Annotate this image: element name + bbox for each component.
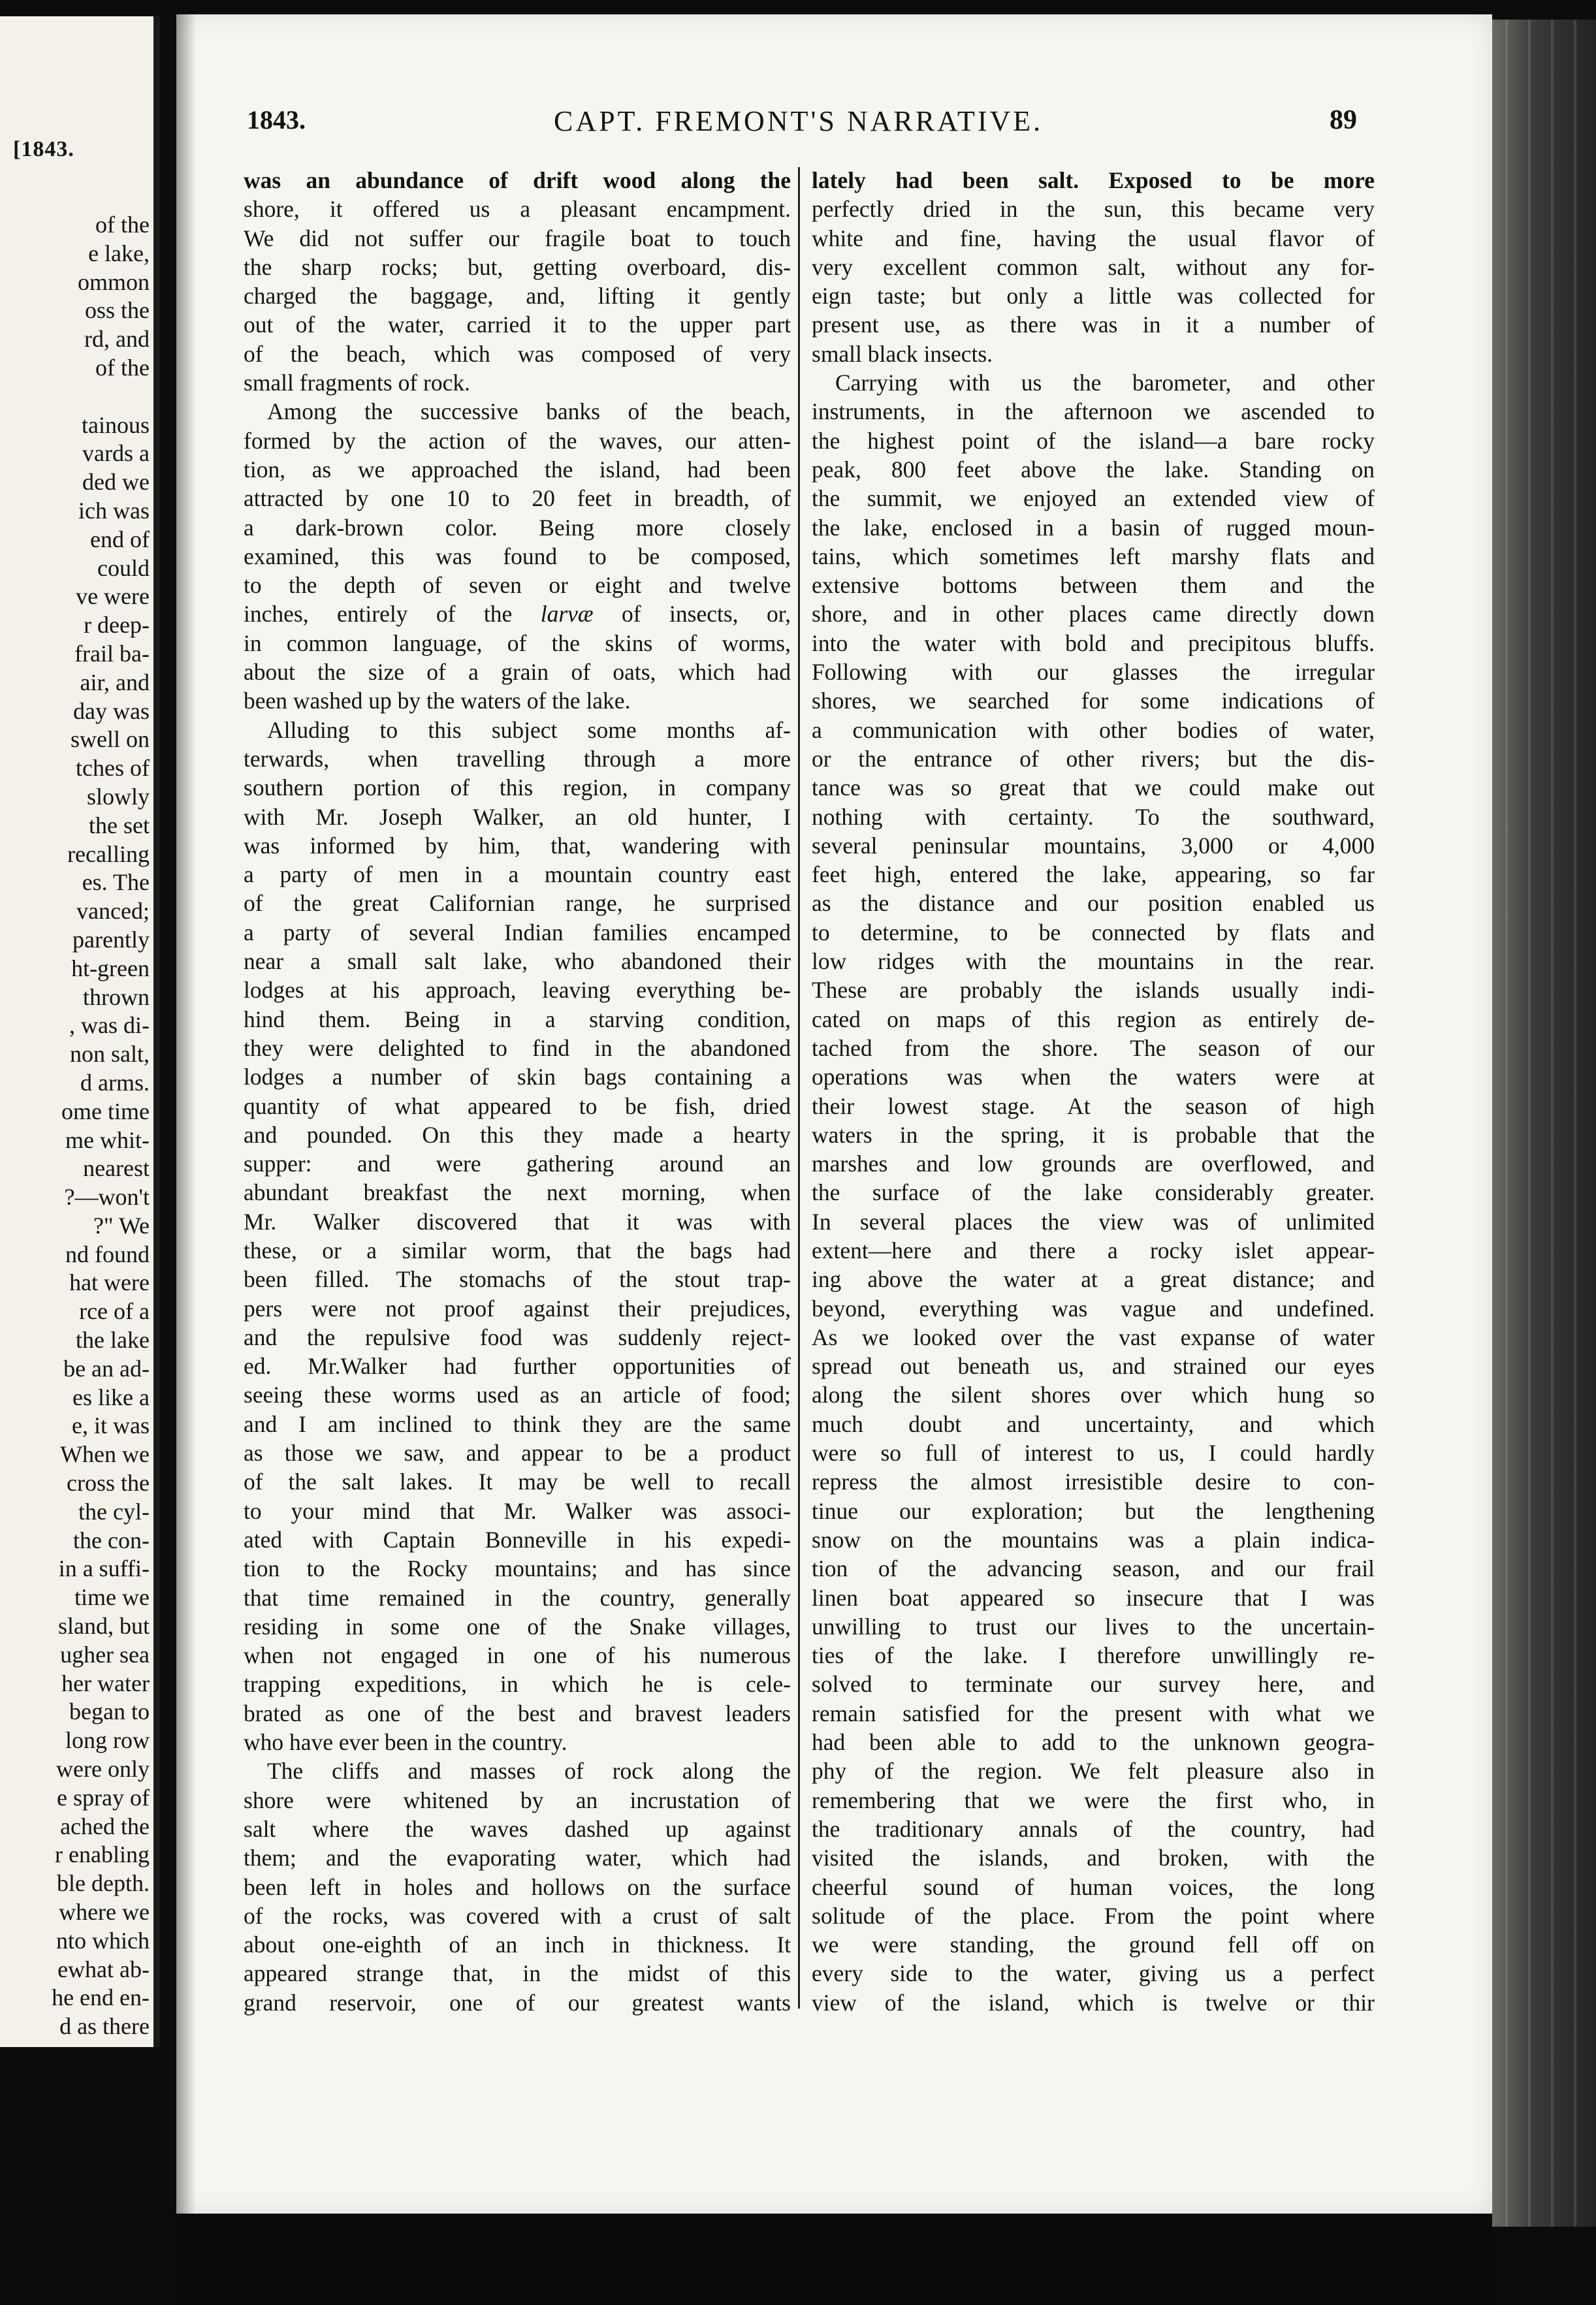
facing-page-line: ve were (76, 583, 150, 610)
facing-page-line: rce of a (79, 1298, 150, 1325)
page-edge (1492, 20, 1596, 2227)
facing-page-line: , was di- (69, 1012, 150, 1039)
facing-page-line: ome time (61, 1098, 150, 1124)
text-line: the lake, enclosed in a basin of rugged moun- (812, 514, 1375, 541)
text-line: hind them. Being in a starving condition, (244, 1006, 791, 1032)
text-line: solved to terminate our survey here, and (812, 1671, 1375, 1698)
text-line: into the water with bold and precipitous bluffs. (812, 629, 1375, 656)
text-line: the traditionary annals of the country, had (812, 1815, 1375, 1842)
text-line: was an abundance of drift wood along the (244, 167, 791, 193)
facing-page-line: e spray of (57, 1784, 150, 1811)
text-line: these, or a similar worm, that the bags had (244, 1237, 791, 1264)
text-line: visited the islands, and broken, with the (812, 1845, 1375, 1871)
facing-page-line: tainous (82, 411, 150, 438)
text-line: and pounded. On this they made a hearty (244, 1121, 791, 1148)
facing-page-line: rd, and (84, 326, 150, 353)
text-line: along the silent shores over which hung so (812, 1382, 1375, 1408)
text-line: or the entrance of other rivers; but the dis- (812, 745, 1375, 772)
text-line: of the beach, which was composed of very (244, 340, 791, 367)
facing-page-line: es. The (82, 869, 150, 896)
text-line: as the distance and our position enabled us (812, 890, 1375, 917)
text-line: ties of the lake. I therefore unwillingly re- (812, 1642, 1375, 1669)
text-line: a party of several Indian families encamped (244, 919, 791, 946)
text-line: every side to the water, giving us a perfect (812, 1960, 1375, 1987)
text-line: linen boat appeared so insecure that I was (812, 1584, 1375, 1611)
text-line: tion, as we approached the island, had been (244, 456, 791, 483)
text-line: seeing these worms used as an article of food; (244, 1382, 791, 1408)
right-text-column (812, 166, 1375, 2017)
facing-page-line: ich was (78, 497, 150, 524)
facing-page-line: frail ba- (74, 640, 150, 667)
text-line: Mr. Walker discovered that it was with (244, 1208, 791, 1235)
text-line: tion of the advancing season, and our frail (812, 1555, 1375, 1582)
text-line: formed by the action of the waves, our atten- (244, 427, 791, 454)
text-line: instruments, in the afternoon we ascended to (812, 398, 1375, 425)
text-line: that time remained in the country, generally (244, 1584, 791, 1611)
facing-page-line: ommon (77, 268, 150, 295)
facing-page-line: the cyl- (78, 1498, 150, 1525)
text-line: quantity of what appeared to be fish, dried (244, 1092, 791, 1119)
text-line: view of the island, which is twelve or thir (812, 1989, 1375, 2016)
facing-page-line: recalling (67, 840, 150, 867)
facing-page-line: could (97, 554, 150, 581)
text-line: ed. Mr.Walker had further opportunities of (244, 1353, 791, 1380)
facing-page-line: ugher sea (60, 1641, 150, 1668)
facing-page-line: be an ad- (63, 1355, 150, 1382)
facing-page-line: cross the (67, 1470, 150, 1497)
text-line: with Mr. Joseph Walker, an old hunter, I (244, 803, 791, 830)
running-head (247, 104, 1357, 144)
facing-page-line: e lake, (88, 240, 150, 266)
facing-page-line: ht-green (71, 955, 150, 981)
text-line: been washed up by the waters of the lake. (244, 688, 631, 714)
text-line: who have ever been in the country. (244, 1729, 567, 1756)
scan-bottom-margin (176, 2214, 1492, 2305)
facing-page-line: d as there (59, 2013, 150, 2040)
text-line: extensive bottoms between them and the (812, 572, 1375, 599)
facing-page-line: hat were (69, 1269, 150, 1296)
facing-page-line: ded we (82, 469, 150, 496)
text-line: of the salt lakes. It may be well to recall (244, 1469, 791, 1495)
text-line: tached from the shore. The season of our (812, 1034, 1375, 1061)
text-line: snow on the mountains was a plain indica- (812, 1526, 1375, 1553)
text-line: remain satisfied for the present with what we (812, 1700, 1375, 1726)
facing-page-line: vards a (82, 440, 150, 467)
facing-page-line: thrown (83, 983, 150, 1010)
text-line: waters in the spring, it is probable that the (812, 1121, 1375, 1148)
text-line: pers were not proof against their prejudices, (244, 1295, 791, 1322)
text-line: very excellent common salt, without any for- (812, 253, 1375, 280)
facing-page-line: sland, but (58, 1613, 150, 1640)
facing-page-line: time we (74, 1584, 150, 1611)
text-line: been left in holes and hollows on the surface (244, 1873, 791, 1900)
facing-page-line: end of (90, 526, 150, 552)
facing-page-line: the lake (76, 1327, 150, 1354)
text-line: operations was when the waters were at (812, 1064, 1375, 1090)
text-line: to determine, to be connected by flats and (812, 919, 1375, 946)
text-line: lodges a number of skin bags containing a (244, 1064, 791, 1090)
text-line: shore, it offered us a pleasant encampment. (244, 196, 791, 223)
text-line: Carrying with us the barometer, and other (835, 370, 1375, 396)
text-line: appeared strange that, in the midst of this (244, 1960, 791, 1987)
facing-page-line: were only (56, 1756, 150, 1783)
text-line: and the repulsive food was suddenly reject- (244, 1324, 791, 1350)
facing-page-fragment (0, 16, 160, 2047)
text-line: as those we saw, and appear to be a product (244, 1440, 791, 1467)
text-line: remembering that we were the first who, in (812, 1787, 1375, 1813)
text-line: eign taste; but only a little was collected for (812, 283, 1375, 310)
text-line: to your mind that Mr. Walker was associ- (244, 1497, 791, 1524)
facing-page-line: ?" We (93, 1212, 150, 1239)
facing-page-line: es like a (72, 1384, 150, 1410)
text-line: the sharp rocks; but, getting overboard, dis- (244, 253, 791, 280)
text-line: inches, entirely of the larvæ of insects, or, (244, 601, 791, 628)
text-line: a communication with other bodies of water, (812, 716, 1375, 743)
text-line: marshes and low grounds are overflowed, and (812, 1151, 1375, 1177)
facing-page-line: of the (95, 354, 150, 381)
text-line: in common language, of the skins of worms, (244, 629, 791, 656)
text-line: of the rocks, was covered with a crust of salt (244, 1902, 791, 1929)
text-line: the highest point of the island—a bare rocky (812, 427, 1375, 454)
text-line: peak, 800 feet above the lake. Standing on (812, 456, 1375, 483)
text-line: southern portion of this region, in company (244, 774, 791, 801)
text-line: they were delighted to find in the abandoned (244, 1034, 791, 1061)
text-line: small fragments of rock. (244, 370, 471, 396)
text-line: present use, as there was in it a number of (812, 311, 1375, 338)
text-line: been filled. The stomachs of the stout trap- (244, 1266, 791, 1293)
text-line: charged the baggage, and, lifting it gently (244, 283, 791, 310)
text-line: We did not suffer our fragile boat to touch (244, 225, 791, 251)
text-line: when not engaged in one of his numerous (244, 1642, 791, 1669)
text-line: low ridges with the mountains in the rear. (812, 948, 1375, 975)
facing-page-line: When we (60, 1441, 150, 1468)
text-line: ated with Captain Bonneville in his expedi- (244, 1526, 791, 1553)
text-line: a party of men in a mountain country east (244, 861, 791, 888)
text-line: examined, this was found to be composed, (244, 543, 791, 569)
text-line: cheerful sound of human voices, the long (812, 1873, 1375, 1900)
text-line: perfectly dried in the sun, this became very (812, 196, 1375, 223)
facing-page-line: non salt, (70, 1041, 150, 1068)
text-line: terwards, when travelling through a more (244, 745, 791, 772)
facing-page-line: ewhat ab- (57, 1956, 150, 1982)
text-line: tinue our exploration; but the lengthening (812, 1497, 1375, 1524)
facing-page-line: the con- (73, 1527, 150, 1553)
text-line: phy of the region. We felt pleasure also in (812, 1758, 1375, 1785)
running-head-year: 1843. (247, 105, 306, 135)
facing-page-line: the set (89, 812, 150, 838)
facing-page-line: r enabling (55, 1841, 150, 1868)
running-head-title: CAPT. FREMONT'S NARRATIVE. (554, 105, 1044, 137)
facing-page-line: r deep- (84, 612, 150, 639)
facing-page-text (0, 211, 150, 2041)
text-line: supper: and were gathering around an (244, 1151, 791, 1177)
text-line: nothing with certainty. To the southward, (812, 803, 1375, 830)
facing-page-line: me whit- (65, 1126, 150, 1153)
text-line: cated on maps of this region as entirely de- (812, 1006, 1375, 1032)
text-line: feet high, entered the lake, appearing, so far (812, 861, 1375, 888)
text-line: white and fine, having the usual flavor of (812, 225, 1375, 251)
text-line: were so full of interest to us, I could hardly (812, 1440, 1375, 1467)
italic-word: larvæ (540, 601, 594, 628)
text-line: spread out beneath us, and strained our eyes (812, 1353, 1375, 1380)
facing-page-line: of the (95, 212, 150, 238)
text-line: to the depth of seven or eight and twelve (244, 572, 791, 599)
facing-page-line: ?—won't (64, 1184, 150, 1211)
text-line: shore were whitened by an incrustation of (244, 1787, 791, 1813)
text-line: several peninsular mountains, 3,000 or 4,000 (812, 832, 1375, 859)
text-line: tains, which sometimes left marshy flats and (812, 543, 1375, 569)
text-line: a dark-brown color. Being more closely (244, 514, 791, 541)
left-text-column (244, 166, 791, 2017)
text-line: residing in some one of the Snake villages, (244, 1613, 791, 1640)
text-line: grand reservoir, one of our greatest wants (244, 1989, 791, 2016)
text-line: the surface of the lake considerably greater. (812, 1179, 1375, 1206)
facing-page-line: tches of (76, 755, 150, 782)
text-line: their lowest stage. At the season of high (812, 1092, 1375, 1119)
facing-page-line: where we (59, 1899, 150, 1926)
facing-page-line: slowly (86, 783, 150, 810)
binding-shadow (176, 14, 196, 2214)
text-line: out of the water, carried it to the upper part (244, 311, 791, 338)
text-line: them; and the evaporating water, which had (244, 1845, 791, 1871)
text-line: about one-eighth of an inch in thickness. It (244, 1931, 791, 1958)
text-line: tance was so great that we could make out (812, 774, 1375, 801)
text-line: abundant breakfast the next morning, when (244, 1179, 791, 1206)
text-line: attracted by one 10 to 20 feet in breadth, of (244, 485, 791, 512)
facing-page-line: in a suffi- (58, 1555, 150, 1582)
column-rule (798, 167, 800, 2009)
text-line: lodges at his approach, leaving everything be- (244, 977, 791, 1004)
text-line: solitude of the place. From the point where (812, 1902, 1375, 1929)
text-line: Alluding to this subject some months af- (267, 716, 791, 743)
text-line: shores, we searched for some indications of (812, 688, 1375, 714)
text-line: salt where the waves dashed up against (244, 1815, 791, 1842)
facing-page-line: e, it was (72, 1412, 150, 1439)
text-line: and I am inclined to think they are the same (244, 1410, 791, 1437)
text-line: Following with our glasses the irregular (812, 659, 1375, 686)
facing-page-line: he end en- (52, 1984, 150, 2011)
text-line: tion to the Rocky mountains; and has since (244, 1555, 791, 1582)
text-line: near a small salt lake, who abandoned their (244, 948, 791, 975)
text-line: the summit, we enjoyed an extended view of (812, 485, 1375, 512)
text-line: about the size of a grain of oats, which had (244, 659, 791, 686)
text-line: shore, and in other places came directly down (812, 601, 1375, 628)
facing-page-line: vanced; (76, 898, 150, 925)
facing-page-line: day was (73, 697, 150, 724)
text-line: small black insects. (812, 340, 993, 367)
text-line: we were standing, the ground fell off on (812, 1931, 1375, 1958)
text-line: repress the almost irresistible desire to con- (812, 1469, 1375, 1495)
text-line: brated as one of the best and bravest leaders (244, 1700, 791, 1726)
text-line: trapping expeditions, in which he is cele- (244, 1671, 791, 1698)
text-line: beyond, everything was vague and undefined. (812, 1295, 1375, 1322)
text-line: The cliffs and masses of rock along the (267, 1758, 791, 1785)
text-line: extent—here and there a rocky islet appear- (812, 1237, 1375, 1264)
facing-page-line: long row (65, 1727, 150, 1754)
facing-page-line: parently (72, 926, 150, 953)
facing-page-line: nto which (56, 1927, 150, 1954)
facing-page-line: her water (61, 1670, 150, 1696)
facing-page-line: air, and (80, 669, 150, 695)
text-line: of the great Californian range, he surprised (244, 890, 791, 917)
facing-page-line: ble depth. (57, 1870, 150, 1897)
facing-page-line: swell on (71, 726, 150, 753)
facing-page-line: nearest (83, 1155, 150, 1182)
page-number: 89 (1330, 105, 1357, 135)
text-line: In several places the view was of unlimited (812, 1208, 1375, 1235)
text-line: Among the successive banks of the beach, (267, 398, 791, 425)
facing-page-line: ached the (60, 1813, 150, 1839)
text-line: had been able to add to the unknown geogra- (812, 1729, 1375, 1756)
text-line: As we looked over the vast expanse of water (812, 1324, 1375, 1350)
text-line: ing above the water at a great distance; and (812, 1266, 1375, 1293)
text-line: was informed by him, that, wandering with (244, 832, 791, 859)
facing-page-line (0, 383, 150, 411)
text-line: much doubt and uncertainty, and which (812, 1410, 1375, 1437)
facing-page-line: nd found (65, 1241, 150, 1267)
text-line: These are probably the islands usually indi- (812, 977, 1375, 1004)
text-line: unwilling to trust our lives to the uncertain- (812, 1613, 1375, 1640)
facing-page-line: oss the (85, 297, 150, 324)
facing-page-line: d arms. (80, 1069, 150, 1096)
facing-page-line: began to (69, 1698, 150, 1725)
text-line: lately had been salt. Exposed to be more (812, 167, 1375, 193)
facing-page-header: [1843. (13, 137, 74, 161)
